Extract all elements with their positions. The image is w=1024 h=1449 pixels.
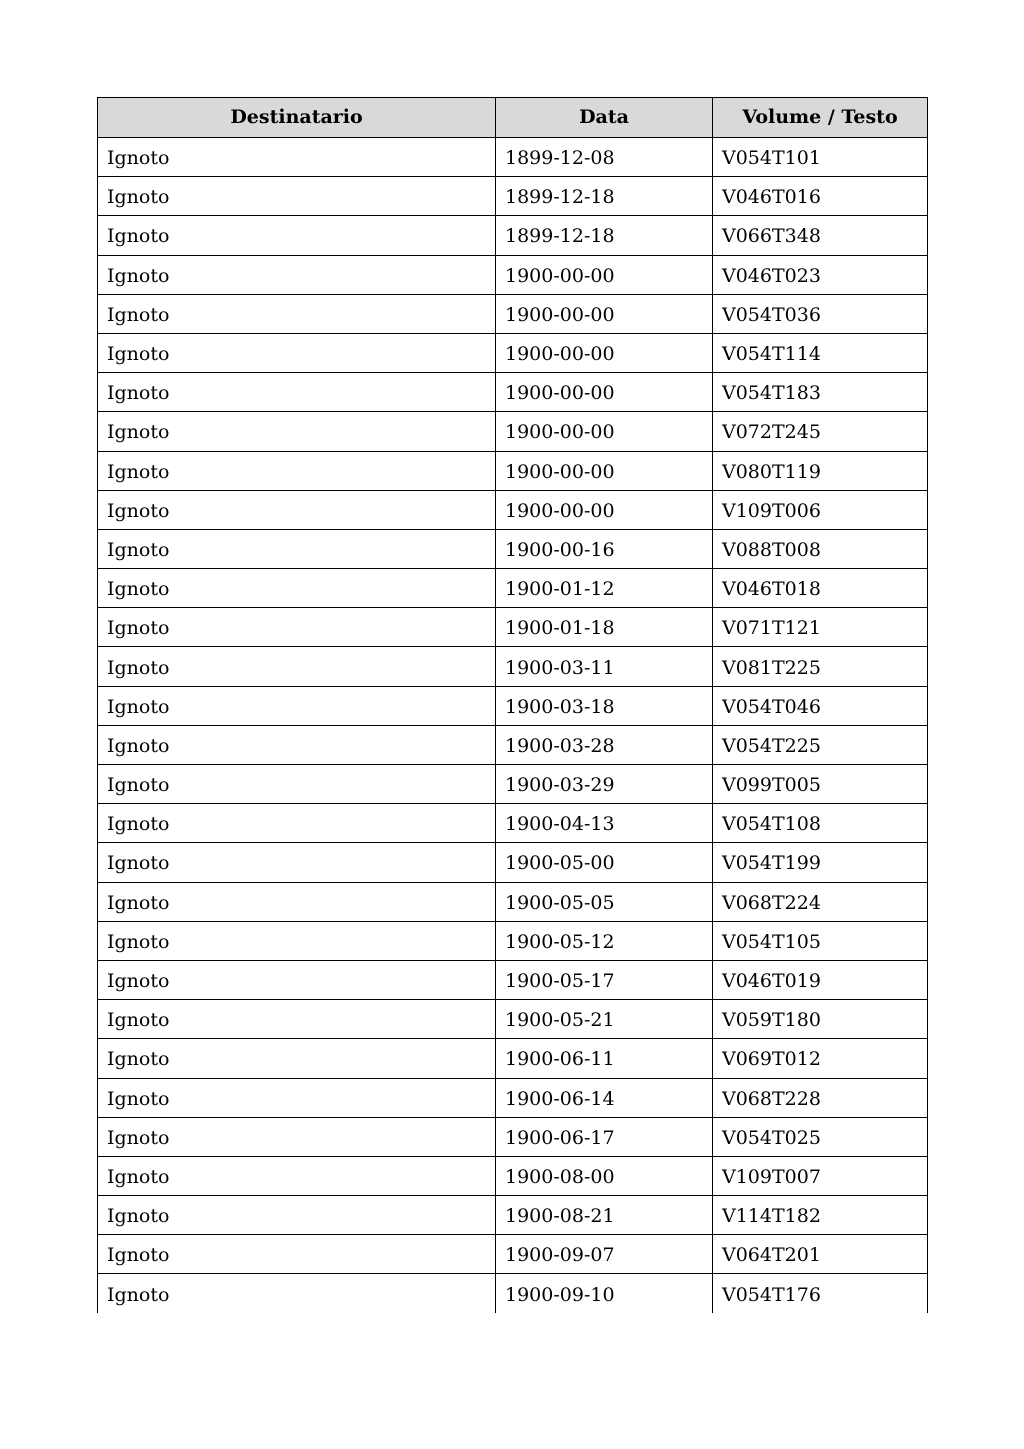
- cell-destinatario: Ignoto: [98, 1117, 496, 1156]
- cell-volume-testo: V109T007: [713, 1156, 928, 1195]
- cell-data: 1900-00-00: [496, 451, 713, 490]
- table-row: [98, 647, 928, 686]
- cell-destinatario: Ignoto: [98, 765, 496, 804]
- cell-destinatario: Ignoto: [98, 373, 496, 412]
- cell-data: 1900-03-29: [496, 765, 713, 804]
- cell-data: 1900-00-00: [496, 294, 713, 333]
- cell-data: 1900-03-11: [496, 647, 713, 686]
- cell-destinatario: Ignoto: [98, 569, 496, 608]
- table-row: [98, 529, 928, 568]
- cell-destinatario: Ignoto: [98, 725, 496, 764]
- cell-volume-testo: V046T023: [713, 255, 928, 294]
- cell-volume-testo: V054T105: [713, 921, 928, 960]
- table-row: [98, 921, 928, 960]
- cell-destinatario: Ignoto: [98, 1078, 496, 1117]
- table-row: [98, 177, 928, 216]
- table-row: [98, 255, 928, 294]
- cell-data: 1899-12-18: [496, 216, 713, 255]
- cell-data: 1900-08-00: [496, 1156, 713, 1195]
- cell-destinatario: Ignoto: [98, 1196, 496, 1235]
- cell-volume-testo: V068T224: [713, 882, 928, 921]
- cell-destinatario: Ignoto: [98, 1039, 496, 1078]
- cell-data: 1900-06-14: [496, 1078, 713, 1117]
- header-destinatario: Destinatario: [98, 98, 496, 138]
- cell-volume-testo: V054T183: [713, 373, 928, 412]
- cell-volume-testo: V054T101: [713, 138, 928, 177]
- table-row: [98, 373, 928, 412]
- cell-data: 1900-01-12: [496, 569, 713, 608]
- table-row: [98, 569, 928, 608]
- cell-destinatario: Ignoto: [98, 451, 496, 490]
- table-row: [98, 1235, 928, 1274]
- cell-data: 1899-12-08: [496, 138, 713, 177]
- cell-volume-testo: V114T182: [713, 1196, 928, 1235]
- header-row: [98, 98, 928, 138]
- cell-destinatario: Ignoto: [98, 216, 496, 255]
- table-row: [98, 1156, 928, 1195]
- cell-data: 1900-08-21: [496, 1196, 713, 1235]
- cell-data: 1900-05-17: [496, 960, 713, 999]
- cell-destinatario: Ignoto: [98, 921, 496, 960]
- cell-destinatario: Ignoto: [98, 686, 496, 725]
- table-row: [98, 882, 928, 921]
- cell-data: 1900-05-00: [496, 843, 713, 882]
- cell-volume-testo: V088T008: [713, 529, 928, 568]
- cell-volume-testo: V099T005: [713, 765, 928, 804]
- cell-data: 1900-00-00: [496, 373, 713, 412]
- cell-data: 1900-06-17: [496, 1117, 713, 1156]
- header-data: Data: [496, 98, 713, 138]
- cell-volume-testo: V069T012: [713, 1039, 928, 1078]
- cell-destinatario: Ignoto: [98, 1235, 496, 1274]
- cell-volume-testo: V054T025: [713, 1117, 928, 1156]
- cell-destinatario: Ignoto: [98, 490, 496, 529]
- cell-volume-testo: V046T018: [713, 569, 928, 608]
- table-row: [98, 1117, 928, 1156]
- table-row: [98, 843, 928, 882]
- cell-volume-testo: V071T121: [713, 608, 928, 647]
- cell-destinatario: Ignoto: [98, 177, 496, 216]
- table-row: [98, 333, 928, 372]
- cell-destinatario: Ignoto: [98, 1274, 496, 1313]
- table-row: [98, 1078, 928, 1117]
- cell-destinatario: Ignoto: [98, 1000, 496, 1039]
- cell-destinatario: Ignoto: [98, 804, 496, 843]
- table-row: [98, 216, 928, 255]
- table-row: [98, 412, 928, 451]
- cell-data: 1900-09-10: [496, 1274, 713, 1313]
- letters-table: [97, 97, 928, 1313]
- cell-destinatario: Ignoto: [98, 882, 496, 921]
- cell-data: 1899-12-18: [496, 177, 713, 216]
- cell-volume-testo: V054T036: [713, 294, 928, 333]
- cell-volume-testo: V054T114: [713, 333, 928, 372]
- cell-volume-testo: V081T225: [713, 647, 928, 686]
- table-row: [98, 960, 928, 999]
- cell-data: 1900-05-21: [496, 1000, 713, 1039]
- table-row: [98, 725, 928, 764]
- cell-destinatario: Ignoto: [98, 608, 496, 647]
- cell-volume-testo: V080T119: [713, 451, 928, 490]
- cell-data: 1900-03-18: [496, 686, 713, 725]
- table-row: [98, 294, 928, 333]
- cell-volume-testo: V054T199: [713, 843, 928, 882]
- cell-data: 1900-00-16: [496, 529, 713, 568]
- cell-data: 1900-05-12: [496, 921, 713, 960]
- cell-volume-testo: V059T180: [713, 1000, 928, 1039]
- table-body: [98, 138, 928, 1314]
- table-row: [98, 1039, 928, 1078]
- cell-volume-testo: V054T046: [713, 686, 928, 725]
- cell-data: 1900-04-13: [496, 804, 713, 843]
- cell-destinatario: Ignoto: [98, 138, 496, 177]
- cell-volume-testo: V054T176: [713, 1274, 928, 1313]
- cell-volume-testo: V072T245: [713, 412, 928, 451]
- table-row: [98, 451, 928, 490]
- table-header: [98, 98, 928, 138]
- cell-destinatario: Ignoto: [98, 294, 496, 333]
- table-row: [98, 138, 928, 177]
- table-row: [98, 765, 928, 804]
- table-row: [98, 490, 928, 529]
- cell-destinatario: Ignoto: [98, 529, 496, 568]
- table-row: [98, 1196, 928, 1235]
- cell-volume-testo: V066T348: [713, 216, 928, 255]
- cell-volume-testo: V068T228: [713, 1078, 928, 1117]
- cell-volume-testo: V054T108: [713, 804, 928, 843]
- cell-data: 1900-06-11: [496, 1039, 713, 1078]
- table-row: [98, 1274, 928, 1313]
- cell-data: 1900-00-00: [496, 490, 713, 529]
- table-row: [98, 686, 928, 725]
- cell-volume-testo: V064T201: [713, 1235, 928, 1274]
- table-row: [98, 804, 928, 843]
- cell-destinatario: Ignoto: [98, 960, 496, 999]
- cell-volume-testo: V109T006: [713, 490, 928, 529]
- cell-volume-testo: V046T019: [713, 960, 928, 999]
- cell-volume-testo: V046T016: [713, 177, 928, 216]
- cell-data: 1900-01-18: [496, 608, 713, 647]
- cell-destinatario: Ignoto: [98, 255, 496, 294]
- cell-destinatario: Ignoto: [98, 333, 496, 372]
- cell-data: 1900-00-00: [496, 412, 713, 451]
- table-row: [98, 608, 928, 647]
- header-volume-testo: Volume / Testo: [713, 98, 928, 138]
- table-row: [98, 1000, 928, 1039]
- cell-destinatario: Ignoto: [98, 647, 496, 686]
- cell-data: 1900-00-00: [496, 333, 713, 372]
- cell-destinatario: Ignoto: [98, 1156, 496, 1195]
- cell-data: 1900-03-28: [496, 725, 713, 764]
- cell-destinatario: Ignoto: [98, 412, 496, 451]
- cell-data: 1900-05-05: [496, 882, 713, 921]
- cell-volume-testo: V054T225: [713, 725, 928, 764]
- cell-destinatario: Ignoto: [98, 843, 496, 882]
- cell-data: 1900-09-07: [496, 1235, 713, 1274]
- cell-data: 1900-00-00: [496, 255, 713, 294]
